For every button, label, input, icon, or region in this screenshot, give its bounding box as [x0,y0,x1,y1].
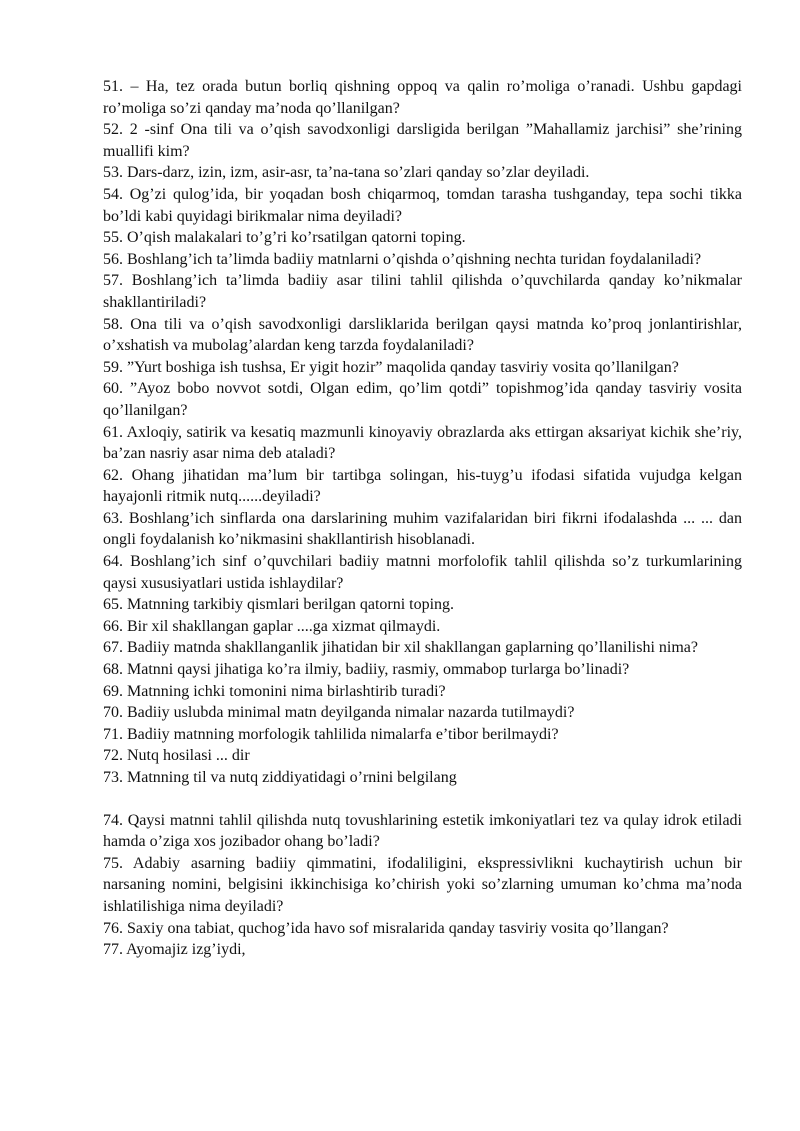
question-74: 74. Qaysi matnni tahlil qilishda nutq tovushlarining estetik imkoniyatlari tez va qulay idrok etiladi hamda o’ziga xos jozibador ohang bo’ladi? [103,811,742,851]
question-76: 76. Saxiy ona tabiat, quchog’ida havo sof misralarida qanday tasviriy vosita qo’llangan? [103,919,669,937]
question-63: 63. Boshlang’ich sinflarda ona darslarining muhim vazifalaridan biri fikrni ifodalashda ... ... dan ongli foydalanish ko’nikmasini shakllantirish hisoblanadi. [103,509,742,549]
question-69: 69. Matnning ichki tomonini nima birlashtirib turadi? [103,682,446,700]
question-61: 61. Axloqiy, satirik va kesatiq mazmunli kinoyaviy obrazlarda aks ettirgan aksariyat kichik she’riy, ba’zan nasriy asar nima deb ataladi? [103,423,742,463]
question-55: 55. O’qish malakalari to’g’ri ko’rsatilgan qatorni toping. [103,229,466,247]
question-70: 70. Badiiy uslubda minimal matn deyilganda nimalar nazarda tutilmaydi? [103,704,575,722]
question-59: 59. ”Yurt boshiga ish tushsa, Er yigit hozir” maqolida qanday tasviriy vosita qo’llanilgan? [103,358,679,376]
question-75: 75. Adabiy asarning badiiy qimmatini, ifodaliligini, ekspressivlikni kuchaytirish uchun bir narsaning nomini, belgisini ikkinchisiga ko’chirish yoki so’zlarning umuman ko’chma ma’noda ishlatilishiga nima deyiladi? [103,854,742,915]
question-72: 72. Nutq hosilasi ... dir [103,747,250,765]
question-53: 53. Dars-darz, izin, izm, asir-asr, ta’na-tana so’zlari qanday so’zlar deyiladi. [103,164,590,182]
question-58: 58. Ona tili va o’qish savodxonligi darsliklarida berilgan qaysi matnda ko’proq jonlantirishlar, o’xshatish va mubolag’alardan keng tarzda foydalaniladi? [103,315,742,355]
paragraph-gap [103,789,742,810]
question-54: 54. Og’zi qulog’ida, bir yoqadan bosh chiqarmoq, tomdan tarasha tushganday, tepa sochi tikka bo’ldi kabi quyidagi birikmalar nima deyiladi? [103,185,742,225]
question-67: 67. Badiiy matnda shakllanganlik jihatidan bir xil shakllangan gaplarning qo’llanilishi nima? [103,639,698,657]
question-68: 68. Matnni qaysi jihatiga ko’ra ilmiy, badiiy, rasmiy, ommabop turlarga bo’linadi? [103,661,630,679]
question-56: 56. Boshlang’ich ta’limda badiiy matnlarni o’qishda o’qishning nechta turidan foydalaniladi? [103,250,702,268]
document-page [103,76,742,961]
question-60: 60. ”Ayoz bobo novvot sotdi, Olgan edim, qo’lim qotdi” topishmog’ida qanday tasviriy vosita qo’llanilgan? [103,380,742,419]
question-66: 66. Bir xil shakllangan gaplar ....ga xizmat qilmaydi. [103,617,441,635]
question-77: 77. Ayomajiz izg’iydi, [103,941,246,959]
question-73: 73. Matnning til va nutq ziddiyatidagi o’rnini belgilang [103,769,457,786]
question-62: 62. Ohang jihatidan ma’lum bir tartibga solingan, his-tuyg’u ifodasi sifatida vujudga kelgan hayajonli ritmik nutq......deyiladi? [103,466,742,506]
question-65: 65. Matnning tarkibiy qismlari berilgan qatorni toping. [103,596,455,614]
question-51: 51. – Ha, tez orada butun borliq qishning oppoq va qalin ro’moliga o’ranadi. Ushbu gapdagi ro’moliga so’zi qanday ma’noda qo’llanilgan? [103,78,742,117]
question-64: 64. Boshlang’ich sinf o’quvchilari badiiy matnni morfolofik tahlil qilishda so’z turkumlarining qaysi xususiyatlari ustida ishlaydilar? [103,553,742,592]
question-71: 71. Badiiy matnning morfologik tahlilida nimalarfa e’tibor berilmaydi? [103,725,559,743]
question-52: 52. 2 -sinf Ona tili va o’qish savodxonligi darsligida berilgan ”Mahallamiz jarchisi” she’rining muallifi kim? [103,121,742,160]
question-57: 57. Boshlang’ich ta’limda badiiy asar tilini tahlil qilishda o’quvchilarda qanday ko’nikmalar shakllantiriladi? [103,272,742,311]
